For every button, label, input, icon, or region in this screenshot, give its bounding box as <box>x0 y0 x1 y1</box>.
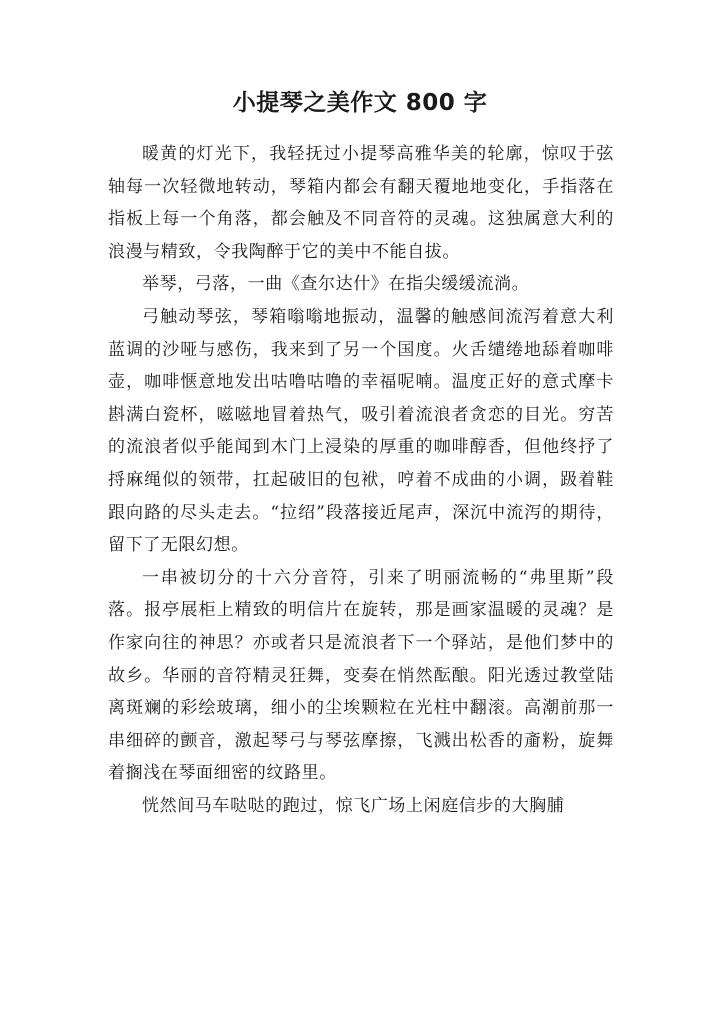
document-body <box>108 138 614 822</box>
paragraph: 弓触动琴弦，琴箱嗡嗡地振动，温馨的触感间流泻着意大利蓝调的沙哑与感伤，我来到了另一个国度。火舌缱绻地舔着咖啡壶，咖啡惬意地发出咕噜咕噜的幸福呢喃。温度正好的意式摩卡斟满白瓷杯，嗞嗞地冒着热气，吸引着流浪者贪恋的目光。穷苦的流浪者似乎能闻到木门上浸染的厚重的咖啡醇香，但他终抒了捋麻绳似的领带，扛起破旧的包袱，哼着不成曲的小调，趿着鞋跟向路的尽头走去。“拉绍”段落接近尾声，深沉中流泻的期待，留下了无限幻想。 <box>108 306 614 556</box>
paragraph: 恍然间马车哒哒的跑过，惊飞广场上闲庭信步的大胸脯 <box>142 795 565 816</box>
paragraph: 举琴，弓落，一曲《查尔达什》在指尖缓缓流淌。 <box>142 274 530 295</box>
paragraph: 暖黄的灯光下，我轻抚过小提琴高雅华美的轮廓，惊叹于弦轴每一次轻微地转动，琴箱内都会有翻天覆地地变化，手指落在指板上每一个角落，都会触及不同音符的灵魂。这独属意大利的浪漫与精致，令我陶醉于它的美中不能自拔。 <box>108 144 614 262</box>
paragraph: 一串被切分的十六分音符，引来了明丽流畅的“弗里斯”段落。报亭展柜上精致的明信片在旋转，那是画家温暖的灵魂？是作家向往的神思？亦或者只是流浪者下一个驿站，是他们梦中的故乡。华丽的音符精灵狂舞，变奏在悄然酝酿。阳光透过教堂陆离斑斓的彩绘玻璃，细小的尘埃颗粒在光柱中翻滚。高潮前那一串细碎的颤音，激起琴弓与琴弦摩擦，飞溅出松香的齑粉，旋舞着搁浅在琴面细密的纹路里。 <box>108 567 614 784</box>
document-title: 小提琴之美作文 800 字 <box>232 90 488 116</box>
